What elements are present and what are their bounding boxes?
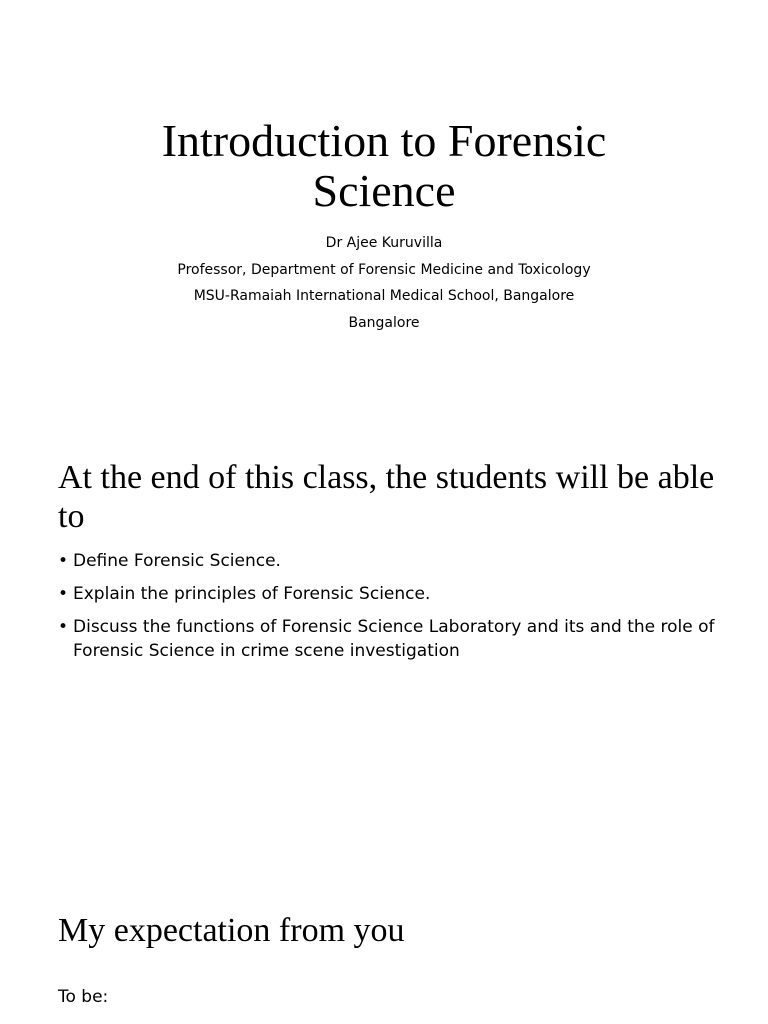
expectation-slide	[0, 900, 768, 1024]
bullet-icon: •	[58, 551, 69, 571]
title-line-2: Science	[312, 165, 456, 216]
author-city: Bangalore	[348, 314, 420, 331]
objectives-heading: At the end of this class, the students will be able to	[58, 459, 715, 535]
list-item-text: Explain the principles of Forensic Science.	[73, 584, 431, 604]
list-item	[58, 582, 718, 606]
objectives-list	[58, 549, 718, 672]
list-item	[58, 549, 718, 573]
presentation-title	[0, 116, 768, 216]
subtitle-block	[0, 230, 768, 336]
title-slide	[0, 0, 768, 420]
author-institution: MSU-Ramaiah International Medical School, Bangalore	[193, 288, 575, 304]
list-item	[58, 615, 718, 663]
objectives-slide	[0, 440, 768, 880]
expectation-heading: My expectation from you	[58, 912, 405, 949]
author-name: Dr Ajee Kuruvilla	[325, 235, 443, 251]
bullet-icon: •	[58, 584, 69, 604]
author-position: Professor, Department of Forensic Medicine and Toxicology	[177, 261, 591, 278]
list-item-text: Define Forensic Science.	[73, 551, 281, 571]
list-item-text: Discuss the functions of Forensic Science Laboratory and its and the role of Forensic Science in crime scene investigation	[73, 617, 715, 661]
bullet-icon: •	[58, 617, 69, 637]
expectation-intro: To be:	[58, 987, 109, 1007]
title-line-1: Introduction to Forensic	[161, 115, 607, 166]
